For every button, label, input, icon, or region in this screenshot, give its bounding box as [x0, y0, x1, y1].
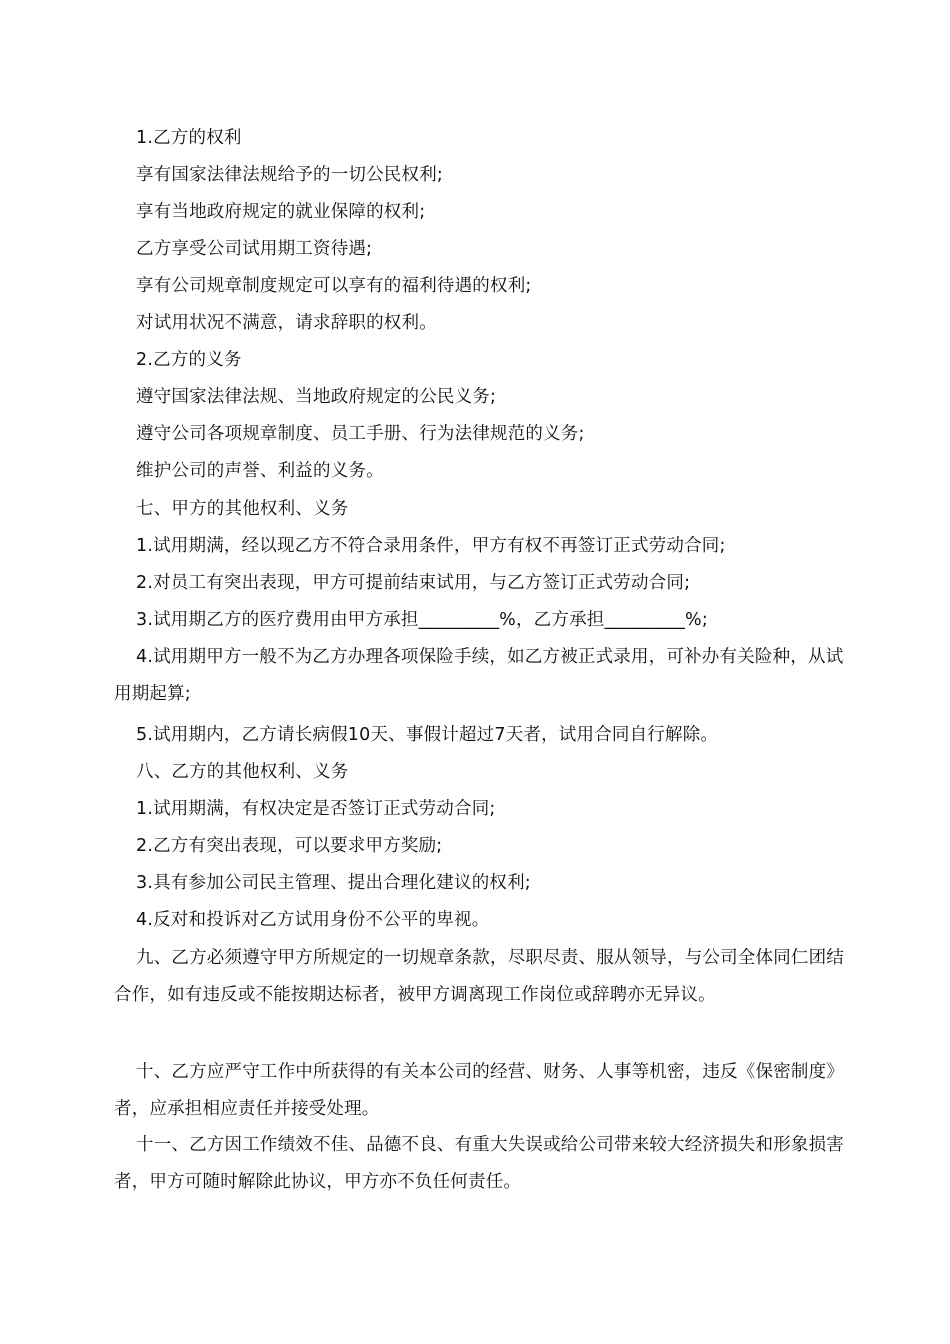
clause-item: 2.对员工有突出表现，甲方可提前结束试用，与乙方签订正式劳动合同;	[136, 573, 691, 593]
rights-item: 享有当地政府规定的就业保障的权利;	[136, 202, 426, 222]
rights-item: 享有国家法律法规给予的一切公民权利;	[136, 165, 443, 185]
clause-item: 3.具有参加公司民主管理、提出合理化建议的权利;	[136, 873, 531, 893]
section-heading-obligations: 2.乙方的义务	[136, 350, 242, 370]
clause-item: 1.试用期满，有权决定是否签订正式劳动合同;	[136, 799, 496, 819]
clause-item: 4.反对和投诉对乙方试用身份不公平的卑视。	[136, 910, 490, 930]
clause-item: 3.试用期乙方的医疗费用由甲方承担_________%，乙方承担_________%;	[136, 610, 708, 630]
clause-item: 1.试用期满，经以现乙方不符合录用条件，甲方有权不再签订正式劳动合同;	[136, 536, 726, 556]
clause-item: 2.乙方有突出表现，可以要求甲方奖励;	[136, 836, 443, 856]
section-ten-paragraph: 十、乙方应严守工作中所获得的有关本公司的经营、财务、人事等机密，违反《保密制度》者，应承担相应责任并接受处理。	[114, 1062, 844, 1119]
section-nine-paragraph: 九、乙方必须遵守甲方所规定的一切规章条款，尽职尽责、服从领导，与公司全体同仁团结合作，如有违反或不能按期达标者，被甲方调离现工作岗位或辞聘亦无异议。	[114, 948, 844, 1005]
rights-item: 享有公司规章制度规定可以享有的福利待遇的权利;	[136, 276, 532, 296]
obligation-item: 遵守公司各项规章制度、员工手册、行为法律规范的义务;	[136, 424, 585, 444]
obligation-item: 遵守国家法律法规、当地政府规定的公民义务;	[136, 387, 497, 407]
clause-item: 4.试用期甲方一般不为乙方办理各项保险手续，如乙方被正式录用，可补办有关险种，从试用期起算;	[114, 647, 844, 704]
obligation-item: 维护公司的声誉、利益的义务。	[136, 461, 384, 481]
rights-item: 乙方享受公司试用期工资待遇;	[136, 239, 373, 259]
clause-item: 5.试用期内，乙方请长病假10天、事假计超过7天者，试用合同自行解除。	[136, 725, 719, 745]
section-heading-rights: 1.乙方的权利	[136, 128, 242, 148]
section-heading-eight: 八、乙方的其他权利、义务	[136, 762, 349, 782]
section-heading-seven: 七、甲方的其他权利、义务	[136, 499, 349, 519]
rights-item: 对试用状况不满意，请求辞职的权利。	[136, 313, 437, 333]
section-eleven-paragraph: 十一、乙方因工作绩效不佳、品德不良、有重大失误或给公司带来较大经济损失和形象损害者，甲方可随时解除此协议，甲方亦不负任何责任。	[114, 1135, 844, 1192]
